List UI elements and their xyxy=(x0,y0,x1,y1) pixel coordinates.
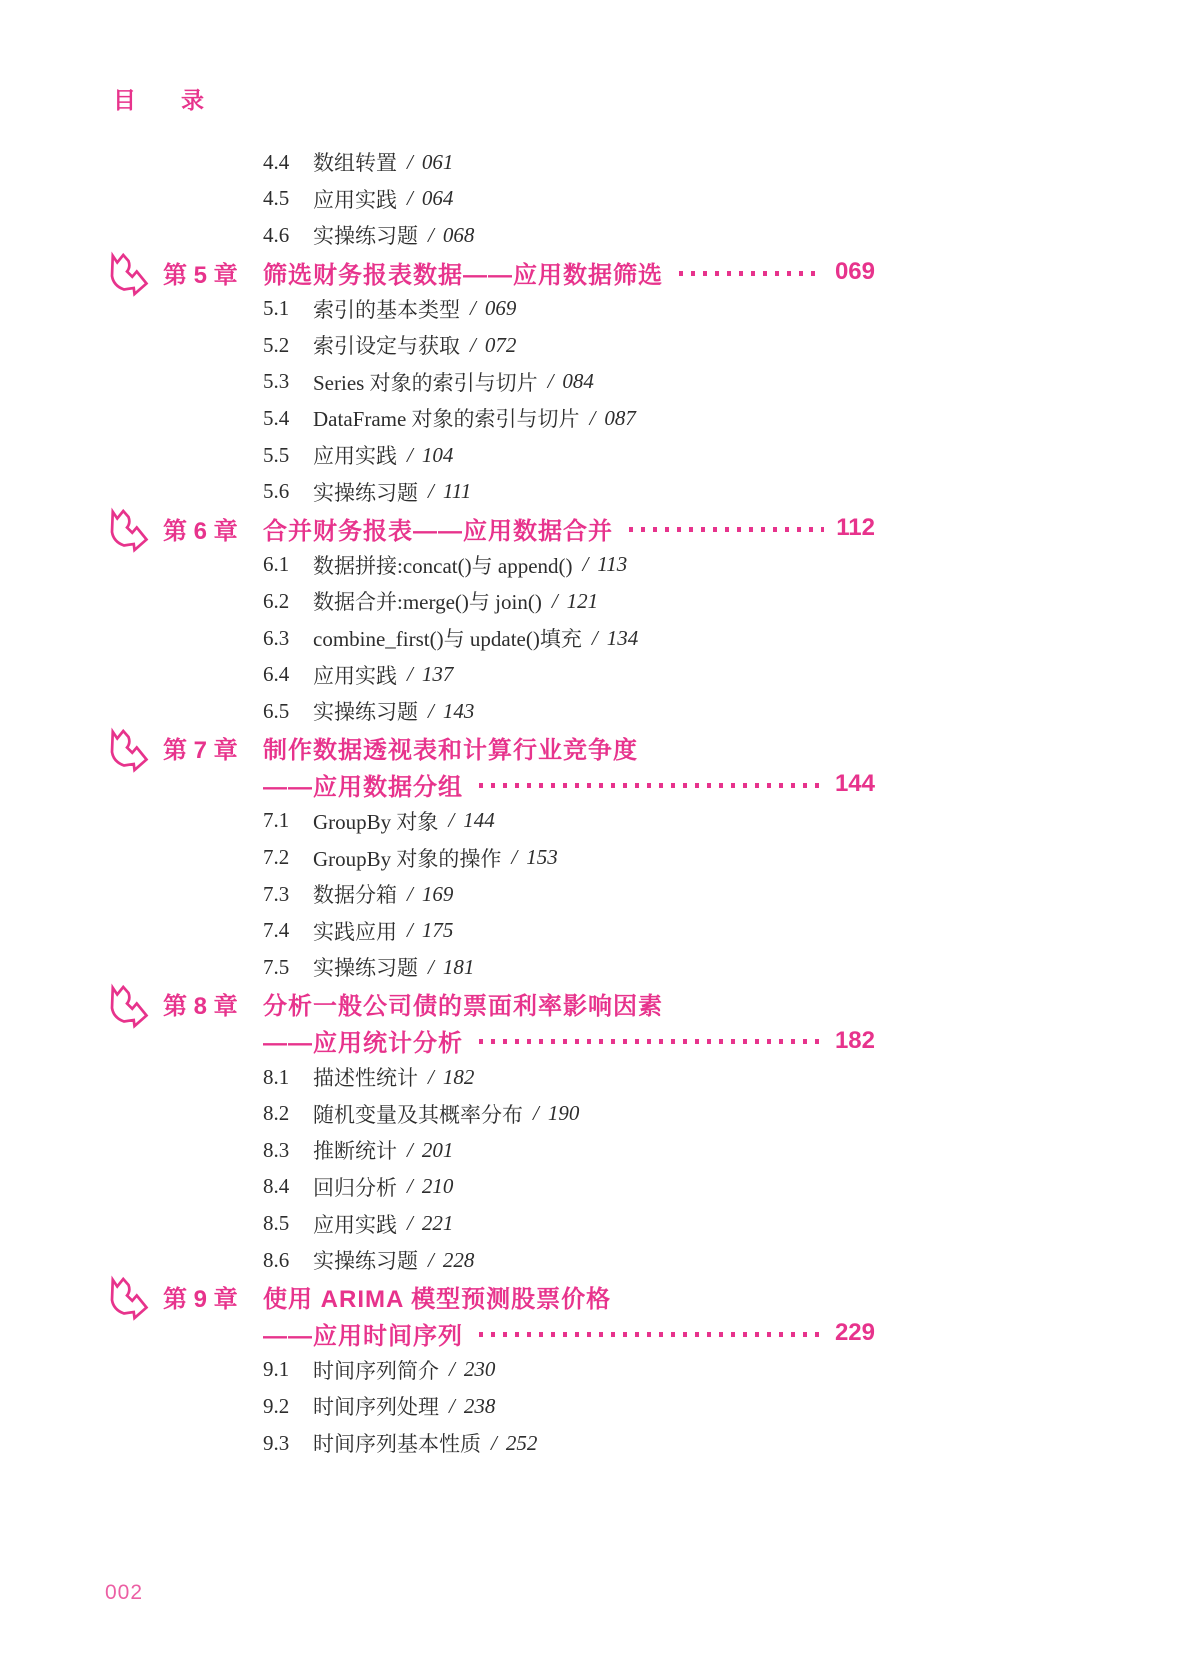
chapter-title: 筛选财务报表数据——应用数据筛选 xyxy=(263,261,663,289)
separator-slash: / xyxy=(547,369,554,394)
toc-item xyxy=(105,144,875,181)
chapter-label: 第 7 章 xyxy=(163,737,238,765)
item-page-number: 072 xyxy=(484,332,517,357)
item-number: 4.5 xyxy=(263,186,290,211)
item-title: GroupBy 对象 xyxy=(313,809,439,834)
toc-item xyxy=(105,1352,875,1389)
item-number: 5.6 xyxy=(263,479,290,504)
separator-slash: / xyxy=(407,1211,413,1236)
toc-item xyxy=(105,217,875,254)
item-page-number: 069 xyxy=(484,296,517,321)
item-title: Series 对象的索引与切片 xyxy=(313,370,538,395)
item-page-number: 104 xyxy=(421,442,454,467)
toc-chapter xyxy=(105,1278,875,1315)
item-title: 时间序列基本性质 xyxy=(313,1432,481,1457)
item-page-number: 084 xyxy=(562,369,594,394)
item-title: 实操练习题 xyxy=(313,224,418,249)
toc-item xyxy=(105,1425,875,1462)
toc-item xyxy=(105,473,875,510)
item-page-number: 252 xyxy=(505,1430,538,1455)
item-title: 时间序列简介 xyxy=(313,1358,439,1383)
item-number: 8.4 xyxy=(263,1174,290,1199)
chapter-title: 制作数据透视表和计算行业竞争度 xyxy=(263,737,638,765)
separator-slash: / xyxy=(449,1357,455,1382)
item-title: 随机变量及其概率分布 xyxy=(313,1102,523,1127)
item-page-number: 121 xyxy=(566,588,599,613)
item-title: 应用实践 xyxy=(313,1212,397,1237)
separator-slash: / xyxy=(551,588,558,613)
toc-item xyxy=(105,400,875,437)
item-page-number: 087 xyxy=(604,405,636,430)
chapter-page-number: 112 xyxy=(836,514,875,542)
chapter-subtitle: ——应用数据分组 xyxy=(263,773,463,801)
toc-item xyxy=(105,1132,875,1169)
chapter-page-number: 182 xyxy=(834,1026,875,1054)
separator-slash: / xyxy=(448,808,455,833)
item-title: 推断统计 xyxy=(313,1139,397,1164)
item-number: 5.5 xyxy=(263,442,290,467)
item-title: GroupBy 对象的操作 xyxy=(313,846,502,871)
item-number: 7.4 xyxy=(263,918,290,943)
separator-slash: / xyxy=(428,1064,434,1089)
separator-slash: / xyxy=(591,625,598,650)
toc-item xyxy=(105,327,875,364)
toc-chapter-subtitle xyxy=(105,1022,875,1059)
item-page-number: 137 xyxy=(421,662,454,687)
toc-item xyxy=(105,181,875,218)
item-page-number: 182 xyxy=(442,1064,475,1089)
chapter-title: 使用 ARIMA 模型预测股票价格 xyxy=(263,1286,612,1314)
toc-item xyxy=(105,876,875,913)
toc-chapter xyxy=(105,986,875,1023)
item-title: 数据分箱 xyxy=(313,883,397,908)
item-number: 5.3 xyxy=(263,369,290,394)
item-title: 索引的基本类型 xyxy=(313,297,460,322)
item-page-number: 230 xyxy=(463,1357,496,1382)
item-number: 7.1 xyxy=(263,808,290,833)
separator-slash: / xyxy=(407,186,413,211)
toc-item xyxy=(105,583,875,620)
item-title: 回归分析 xyxy=(313,1175,397,1200)
separator-slash: / xyxy=(407,1174,413,1199)
separator-slash: / xyxy=(533,1101,539,1126)
item-number: 8.3 xyxy=(263,1137,290,1162)
item-number: 9.1 xyxy=(263,1357,290,1382)
item-title: 实操练习题 xyxy=(313,1249,418,1274)
item-page-number: 153 xyxy=(526,845,558,870)
separator-slash: / xyxy=(582,552,589,577)
item-title: 应用实践 xyxy=(313,187,397,212)
toc-list xyxy=(105,144,875,1461)
item-number: 5.4 xyxy=(263,405,290,430)
item-page-number: 190 xyxy=(547,1101,580,1126)
toc-item xyxy=(105,803,875,840)
item-title: 实操练习题 xyxy=(313,480,418,505)
toc-item xyxy=(105,656,875,693)
chapter-page-number: 069 xyxy=(834,258,875,286)
item-page-number: 175 xyxy=(421,918,454,943)
chapter-subtitle: ——应用时间序列 xyxy=(263,1322,463,1350)
item-page-number: 169 xyxy=(421,881,454,906)
separator-slash: / xyxy=(407,918,413,943)
separator-slash: / xyxy=(407,1137,413,1162)
item-number: 7.2 xyxy=(263,845,290,870)
chapter-label: 第 8 章 xyxy=(163,993,238,1021)
toc-chapter-subtitle xyxy=(105,1315,875,1352)
separator-slash: / xyxy=(407,662,413,687)
item-page-number: 238 xyxy=(463,1393,496,1418)
toc-item xyxy=(105,912,875,949)
item-title: 索引设定与获取 xyxy=(313,334,460,359)
toc-item xyxy=(105,437,875,474)
item-number: 8.2 xyxy=(263,1101,290,1126)
item-title: 数组转置 xyxy=(313,151,397,176)
chapter-page-number: 229 xyxy=(834,1319,875,1347)
separator-slash: / xyxy=(470,296,476,321)
item-number: 6.4 xyxy=(263,662,290,687)
toc-item xyxy=(105,290,875,327)
ribbon-arrow-icon xyxy=(103,505,151,559)
toc-item xyxy=(105,693,875,730)
item-title: 实操练习题 xyxy=(313,956,418,981)
item-number: 4.4 xyxy=(263,149,290,174)
separator-slash: / xyxy=(407,881,413,906)
toc-item xyxy=(105,547,875,584)
toc-item xyxy=(105,949,875,986)
item-number: 8.6 xyxy=(263,1247,290,1272)
separator-slash: / xyxy=(589,405,596,430)
chapter-label: 第 5 章 xyxy=(163,261,238,289)
item-number: 5.2 xyxy=(263,332,290,357)
toc-item xyxy=(105,839,875,876)
separator-slash: / xyxy=(428,222,434,247)
dot-leader xyxy=(629,527,824,532)
item-page-number: 144 xyxy=(463,808,495,833)
separator-slash: / xyxy=(449,1393,455,1418)
toc-chapter xyxy=(105,730,875,767)
ribbon-arrow-icon xyxy=(103,249,151,303)
toc-item xyxy=(105,1059,875,1096)
footer-page-number: 002 xyxy=(105,1581,144,1604)
item-page-number: 221 xyxy=(421,1211,454,1236)
item-number: 7.3 xyxy=(263,881,290,906)
separator-slash: / xyxy=(428,698,434,723)
item-number: 6.3 xyxy=(263,625,290,650)
toc-item xyxy=(105,1205,875,1242)
item-page-number: 064 xyxy=(421,186,454,211)
item-title: 数据拼接:concat()与 append() xyxy=(313,553,573,578)
separator-slash: / xyxy=(428,954,434,979)
chapter-label: 第 6 章 xyxy=(163,517,238,545)
item-number: 6.2 xyxy=(263,588,290,613)
item-title: combine_first()与 update()填充 xyxy=(313,627,582,652)
item-number: 6.1 xyxy=(263,552,290,577)
item-page-number: 210 xyxy=(421,1174,454,1199)
item-page-number: 111 xyxy=(442,479,472,504)
toc-item xyxy=(105,1388,875,1425)
toc-chapter-subtitle xyxy=(105,766,875,803)
item-page-number: 061 xyxy=(421,149,454,174)
dot-leader xyxy=(479,783,823,788)
item-title: DataFrame 对象的索引与切片 xyxy=(313,407,580,432)
item-title: 数据合并:merge()与 join() xyxy=(313,590,542,615)
separator-slash: / xyxy=(491,1430,497,1455)
item-page-number: 201 xyxy=(421,1137,454,1162)
item-number: 5.1 xyxy=(263,296,290,321)
item-title: 应用实践 xyxy=(313,444,397,469)
item-number: 8.1 xyxy=(263,1064,290,1089)
item-page-number: 143 xyxy=(442,698,475,723)
toc-title: 目 录 xyxy=(113,87,215,113)
toc-chapter xyxy=(105,254,875,291)
item-page-number: 181 xyxy=(442,954,475,979)
separator-slash: / xyxy=(511,845,518,870)
dot-leader xyxy=(479,1332,823,1337)
toc-item xyxy=(105,1242,875,1279)
item-number: 6.5 xyxy=(263,698,290,723)
toc-item xyxy=(105,364,875,401)
item-number: 8.5 xyxy=(263,1211,290,1236)
chapter-subtitle: ——应用统计分析 xyxy=(263,1030,463,1058)
item-page-number: 113 xyxy=(597,552,628,577)
chapter-label: 第 9 章 xyxy=(163,1286,238,1314)
chapter-title: 合并财务报表——应用数据合并 xyxy=(263,517,613,545)
chapter-title: 分析一般公司债的票面利率影响因素 xyxy=(263,993,663,1021)
toc-item xyxy=(105,1095,875,1132)
item-page-number: 228 xyxy=(442,1247,475,1272)
item-title: 实践应用 xyxy=(313,919,397,944)
toc-chapter xyxy=(105,510,875,547)
chapter-page-number: 144 xyxy=(834,770,875,798)
separator-slash: / xyxy=(428,479,434,504)
item-title: 应用实践 xyxy=(313,663,397,688)
item-title: 实操练习题 xyxy=(313,700,418,725)
item-number: 7.5 xyxy=(263,954,290,979)
toc-item xyxy=(105,620,875,657)
separator-slash: / xyxy=(470,332,476,357)
separator-slash: / xyxy=(428,1247,434,1272)
dot-leader xyxy=(479,1039,823,1044)
separator-slash: / xyxy=(407,149,413,174)
item-number: 4.6 xyxy=(263,222,290,247)
item-title: 时间序列处理 xyxy=(313,1395,439,1420)
item-page-number: 134 xyxy=(606,625,639,650)
separator-slash: / xyxy=(407,442,413,467)
toc-item xyxy=(105,1169,875,1206)
dot-leader xyxy=(679,271,823,276)
item-title: 描述性统计 xyxy=(313,1066,418,1091)
item-number: 9.2 xyxy=(263,1393,290,1418)
item-number: 9.3 xyxy=(263,1430,290,1455)
item-page-number: 068 xyxy=(442,222,475,247)
